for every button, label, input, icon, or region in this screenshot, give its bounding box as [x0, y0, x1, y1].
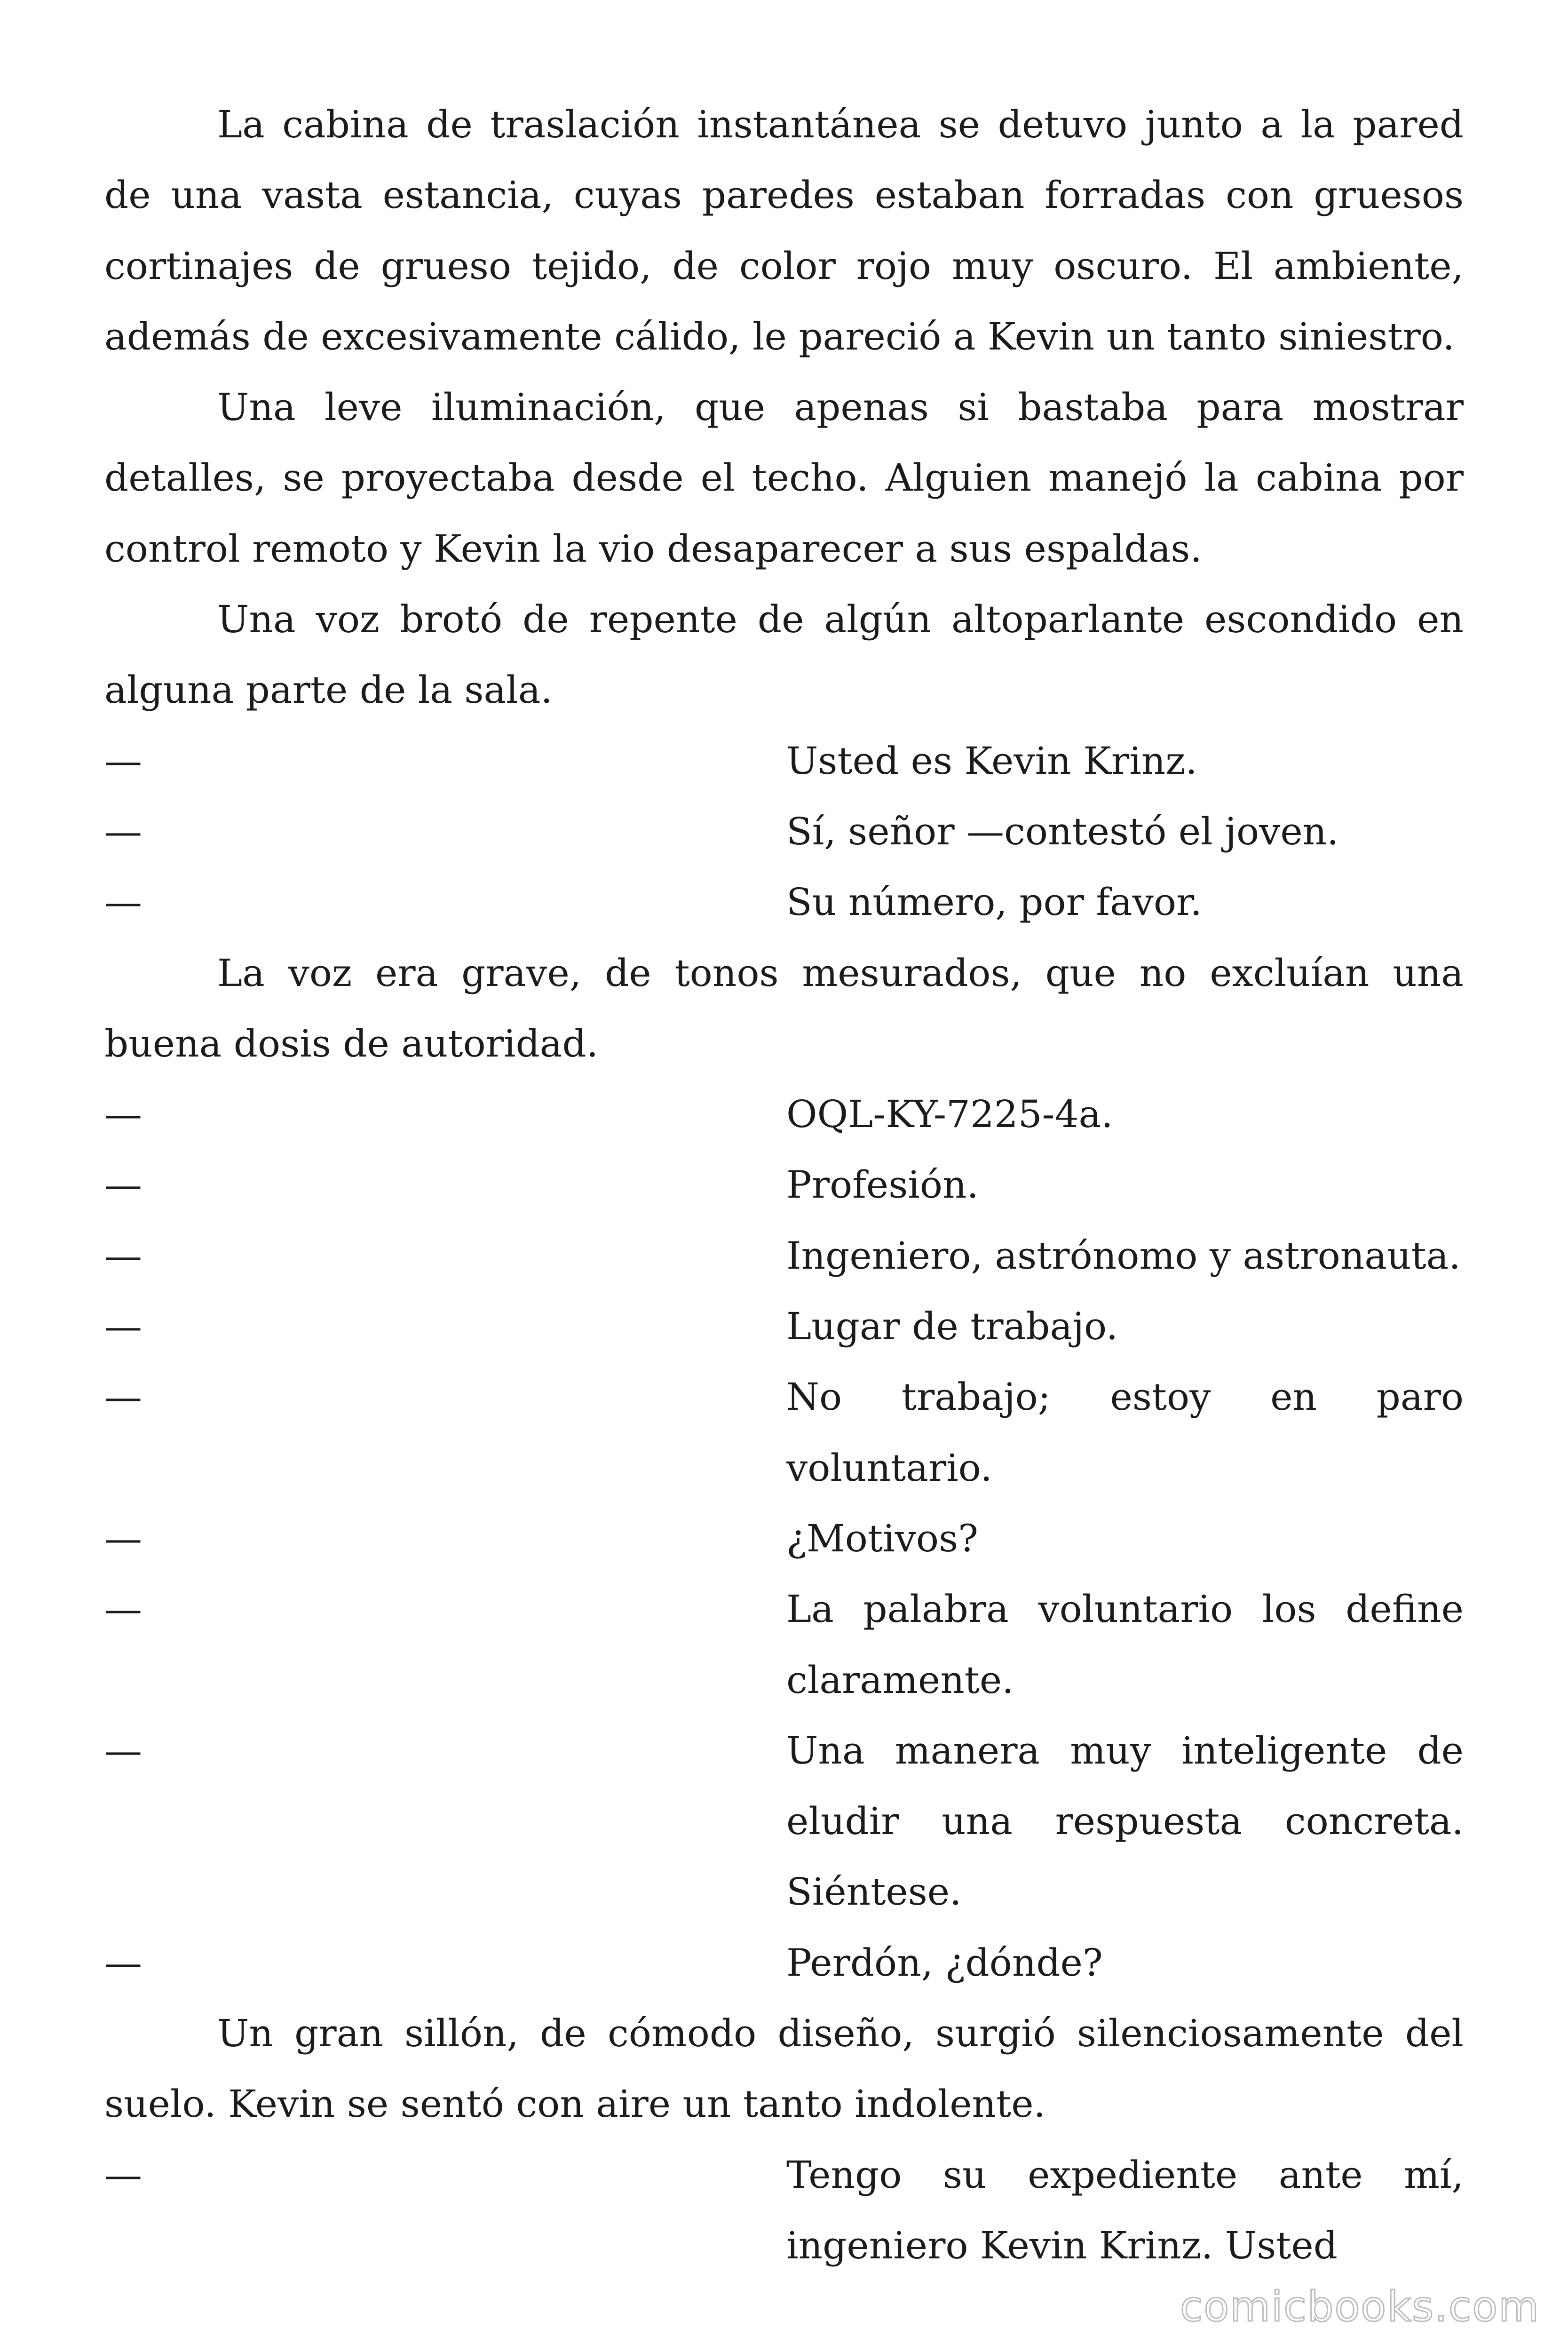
dialogue-line: [104, 796, 1464, 867]
page-body: [104, 89, 1464, 2281]
paragraph: Una voz brotó de repente de algún altoparlante escondido en alguna parte de la sala.: [104, 597, 1464, 712]
dialogue-text: Su número, por favor.: [786, 880, 1202, 924]
dialogue-dash: —: [104, 739, 142, 783]
dialogue-line: [104, 2140, 1464, 2281]
dialogue-text: Perdón, ¿dónde?: [786, 1940, 1103, 1985]
dialogue-line: [104, 1716, 1464, 1928]
dialogue-text: La palabra voluntario los define claramente.: [786, 1587, 1464, 1702]
dialogue-text: Tengo su expediente ante mí, ingeniero Kevin Krinz. Usted: [786, 2153, 1464, 2267]
dialogue-dash: —: [104, 880, 142, 924]
dialogue-line: [104, 1503, 1464, 1574]
dialogue-dash: —: [104, 1092, 142, 1136]
watermark: comicbooks.com: [1180, 2282, 1540, 2331]
dialogue-line: [104, 726, 1464, 796]
paragraph: Una leve iluminación, que apenas si bastaba para mostrar detalles, se proyectaba desde el techo. Alguien manejó la cabina por control remoto y Kevin la vio desaparecer a sus espaldas.: [104, 385, 1464, 571]
dialogue-dash: —: [104, 1940, 142, 1985]
dialogue-line: [104, 1079, 1464, 1150]
dialogue-dash: —: [104, 1375, 142, 1419]
dialogue-line: [104, 1928, 1464, 1998]
dialogue-dash: —: [104, 1233, 142, 1278]
dialogue-dash: —: [104, 1587, 142, 1631]
dialogue-text: Una manera muy inteligente de eludir una respuesta concreta. Siéntese.: [786, 1728, 1464, 1914]
dialogue-text: ¿Motivos?: [786, 1516, 979, 1560]
dialogue-dash: —: [104, 1163, 142, 1207]
dialogue-dash: —: [104, 1728, 142, 1772]
dialogue-text: Lugar de trabajo.: [786, 1304, 1118, 1349]
dialogue-line: [104, 1221, 1464, 1291]
dialogue-text: Sí, señor —contestó el joven.: [786, 809, 1339, 853]
dialogue-text: Ingeniero, astrónomo y astronauta.: [786, 1233, 1461, 1278]
paragraph: La cabina de traslación instantánea se detuvo junto a la pared de una vasta estancia, cuyas paredes estaban forradas con gruesos cortinajes de grueso tejido, de color rojo muy oscuro. El ambiente, además de excesivamente cálido, le pareció a Kevin un tanto siniestro.: [104, 103, 1464, 358]
dialogue-dash: —: [104, 1304, 142, 1349]
dialogue-dash: —: [104, 809, 142, 853]
dialogue-text: No trabajo; estoy en paro voluntario.: [786, 1375, 1464, 1490]
dialogue-line: [104, 867, 1464, 938]
dialogue-text: Usted es Kevin Krinz.: [786, 739, 1197, 783]
dialogue-dash: —: [104, 2153, 142, 2197]
dialogue-line: [104, 1291, 1464, 1362]
dialogue-dash: —: [104, 1516, 142, 1560]
dialogue-text: Profesión.: [786, 1163, 979, 1207]
dialogue-line: [104, 1150, 1464, 1220]
dialogue-line: [104, 1362, 1464, 1503]
dialogue-line: [104, 1574, 1464, 1716]
paragraph: Un gran sillón, de cómodo diseño, surgió silenciosamente del suelo. Kevin se sentó con aire un tanto indolente.: [104, 2011, 1464, 2126]
paragraph: La voz era grave, de tonos mesurados, que no excluían una buena dosis de autoridad.: [104, 951, 1464, 1065]
dialogue-text: OQL-KY-7225-4a.: [786, 1092, 1113, 1136]
